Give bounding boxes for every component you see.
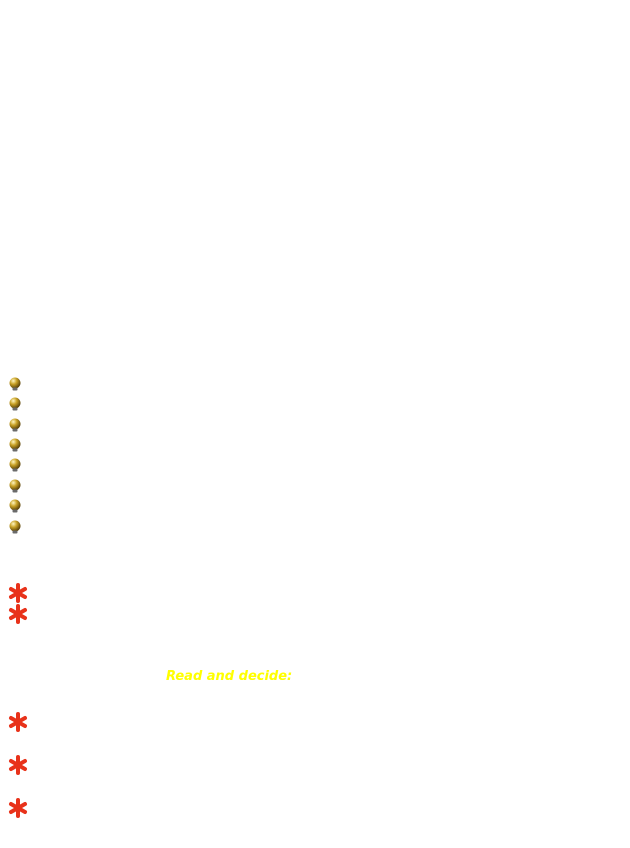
gold-ball-bullet-icon <box>9 418 21 432</box>
red-asterisk-icon <box>8 755 28 775</box>
red-asterisk-icon <box>8 798 28 818</box>
read-and-decide-prompt: Read and decide: <box>166 669 293 684</box>
gold-ball-bullet-icon <box>9 458 21 472</box>
red-asterisk-icon <box>8 712 28 732</box>
gold-ball-bullet-icon <box>9 377 21 391</box>
gold-ball-bullet-icon <box>9 397 21 411</box>
gold-ball-bullet-icon <box>9 438 21 452</box>
gold-ball-bullet-icon <box>9 520 21 534</box>
red-asterisk-icon <box>8 583 28 603</box>
red-asterisk-icon <box>8 604 28 624</box>
gold-ball-bullet-icon <box>9 499 21 513</box>
gold-ball-bullet-icon <box>9 479 21 493</box>
